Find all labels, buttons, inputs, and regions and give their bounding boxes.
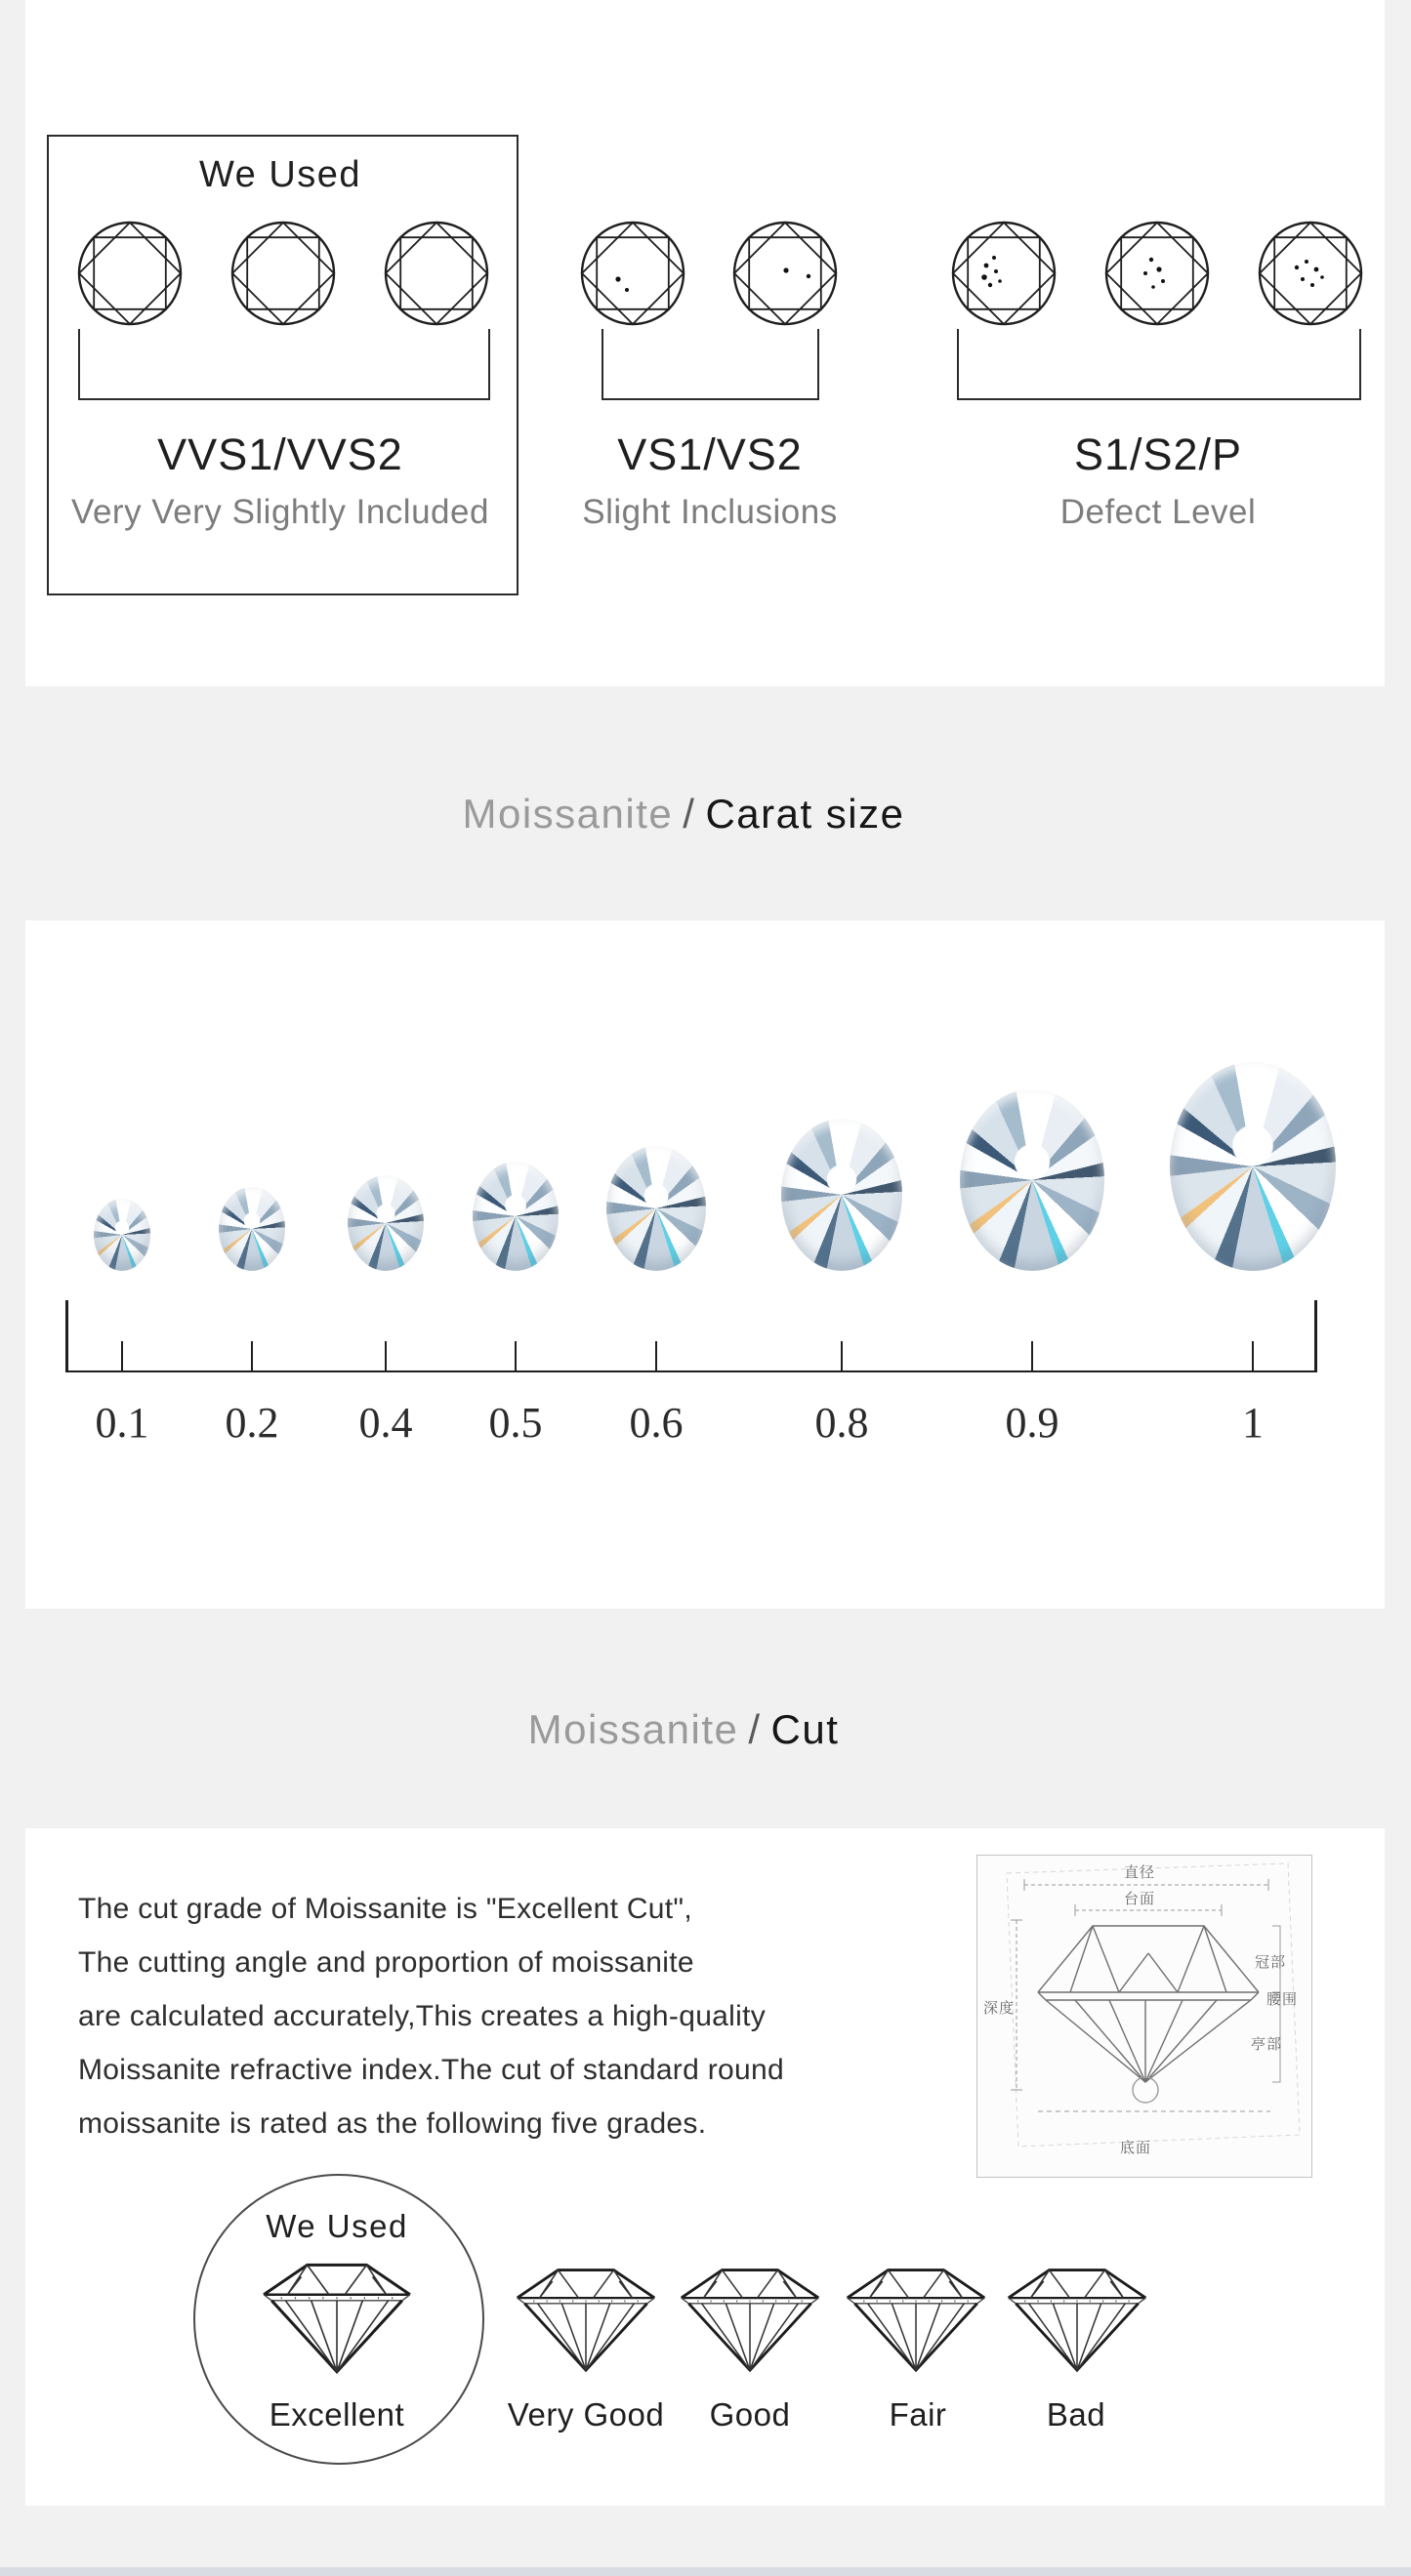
carat-gem-photo <box>473 1162 559 1271</box>
carat-ruler-tick <box>251 1341 253 1372</box>
carat-ruler-line <box>65 1370 1317 1372</box>
cut-grade-label: Excellent <box>269 2396 405 2433</box>
carat-gem-photo <box>219 1187 285 1271</box>
carat-ruler-end-tick <box>65 1300 68 1372</box>
clarity-bracket <box>602 329 819 400</box>
diagram-label-depth: 深度 <box>983 2000 1016 2017</box>
cut-paragraph-line: are calculated accurately,This creates a high-quality <box>78 2000 767 2032</box>
carat-gem-photo <box>606 1146 706 1271</box>
carat-gem-photo <box>781 1119 902 1271</box>
carat-gem-photo <box>960 1089 1104 1271</box>
cut-we-used-label: We Used <box>266 2208 408 2244</box>
carat-size-label: 1 <box>1242 1399 1264 1447</box>
carat-size-label: 0.8 <box>814 1399 869 1447</box>
carat-heading-separator: / <box>683 791 696 837</box>
cut-diamond-icon-excellent <box>258 2257 416 2376</box>
clarity-stone-icon <box>1257 220 1364 327</box>
cut-grade-label: Good <box>709 2396 791 2433</box>
carat-size-label: 0.6 <box>629 1399 684 1447</box>
carat-ruler-tick <box>385 1341 387 1372</box>
carat-size-label: 0.5 <box>488 1399 543 1447</box>
clarity-grade-label: VS1/VS2 <box>617 429 803 479</box>
carat-gem-photo <box>1170 1062 1336 1271</box>
carat-size-label: 0.1 <box>95 1399 149 1447</box>
clarity-grade-desc: Very Very Slightly Included <box>71 493 489 531</box>
cut-paragraph <box>78 1882 937 2150</box>
clarity-stone-icon <box>731 220 839 327</box>
cut-diamond-icon-very-good <box>512 2263 660 2374</box>
cut-heading <box>0 1706 1367 1753</box>
carat-size-label: 0.4 <box>358 1399 413 1447</box>
diagram-label-girdle: 腰围 <box>1266 1991 1299 2008</box>
cut-paragraph-line: The cut grade of Moissanite is "Excellent Cut", <box>78 1893 693 1925</box>
carat-gem-photo <box>94 1199 150 1271</box>
cut-grade-label: Fair <box>889 2396 947 2433</box>
carat-size-label: 0.9 <box>1005 1399 1059 1447</box>
diagram-label-culet: 底面 <box>1120 2140 1152 2156</box>
carat-gem-photo <box>348 1175 424 1271</box>
cut-paragraph-line: The cutting angle and proportion of moissanite <box>78 1946 694 1979</box>
clarity-stone-icon <box>383 220 490 327</box>
cut-paragraph-line: moissanite is rated as the following five grades. <box>78 2107 707 2140</box>
carat-ruler-tick <box>1031 1341 1033 1372</box>
cut-grade-label: Very Good <box>507 2396 665 2433</box>
diagram-label-diameter: 直径 <box>1124 1864 1156 1881</box>
cut-heading-prefix: Moissanite <box>527 1706 739 1752</box>
cut-grade-label: Bad <box>1046 2396 1106 2433</box>
clarity-bracket <box>957 329 1361 400</box>
clarity-bracket <box>78 329 490 400</box>
carat-heading <box>0 791 1367 838</box>
carat-ruler-tick <box>121 1341 123 1372</box>
carat-heading-main: Carat size <box>705 791 905 837</box>
clarity-we-used-label: We Used <box>198 154 362 195</box>
cut-diamond-icon-fair <box>842 2263 990 2374</box>
carat-ruler-tick <box>515 1341 517 1372</box>
cut-heading-separator: / <box>748 1706 762 1752</box>
carat-card <box>25 920 1385 1609</box>
clarity-stone-icon <box>950 220 1058 327</box>
carat-size-label: 0.2 <box>225 1399 279 1447</box>
carat-ruler-tick <box>1252 1341 1254 1372</box>
carat-ruler-tick <box>841 1341 843 1372</box>
cut-paragraph-line: Moissanite refractive index.The cut of standard round <box>78 2054 784 2086</box>
clarity-stone-icon <box>229 220 337 327</box>
clarity-stone-icon <box>1103 220 1211 327</box>
cut-diamond-icon-bad <box>1003 2263 1151 2374</box>
clarity-grade-desc: Slight Inclusions <box>582 493 838 531</box>
carat-ruler-end-tick <box>1314 1300 1317 1372</box>
clarity-stone-icon <box>76 220 184 327</box>
carat-heading-prefix: Moissanite <box>462 791 674 837</box>
bottom-strip <box>0 2567 1411 2576</box>
clarity-stone-icon <box>579 220 686 327</box>
cut-proportion-diagram <box>976 1855 1312 2178</box>
diagram-label-crown: 冠部 <box>1255 1954 1287 1971</box>
clarity-grade-label: S1/S2/P <box>1073 429 1243 479</box>
cut-diamond-icon-good <box>676 2263 824 2374</box>
diagram-label-pavilion: 亭部 <box>1251 2036 1283 2053</box>
carat-ruler-tick <box>655 1341 657 1372</box>
clarity-grade-desc: Defect Level <box>1059 493 1257 531</box>
diagram-label-table: 台面 <box>1124 1891 1156 1907</box>
clarity-grade-label: VVS1/VVS2 <box>157 429 403 479</box>
cut-heading-main: Cut <box>770 1706 840 1752</box>
